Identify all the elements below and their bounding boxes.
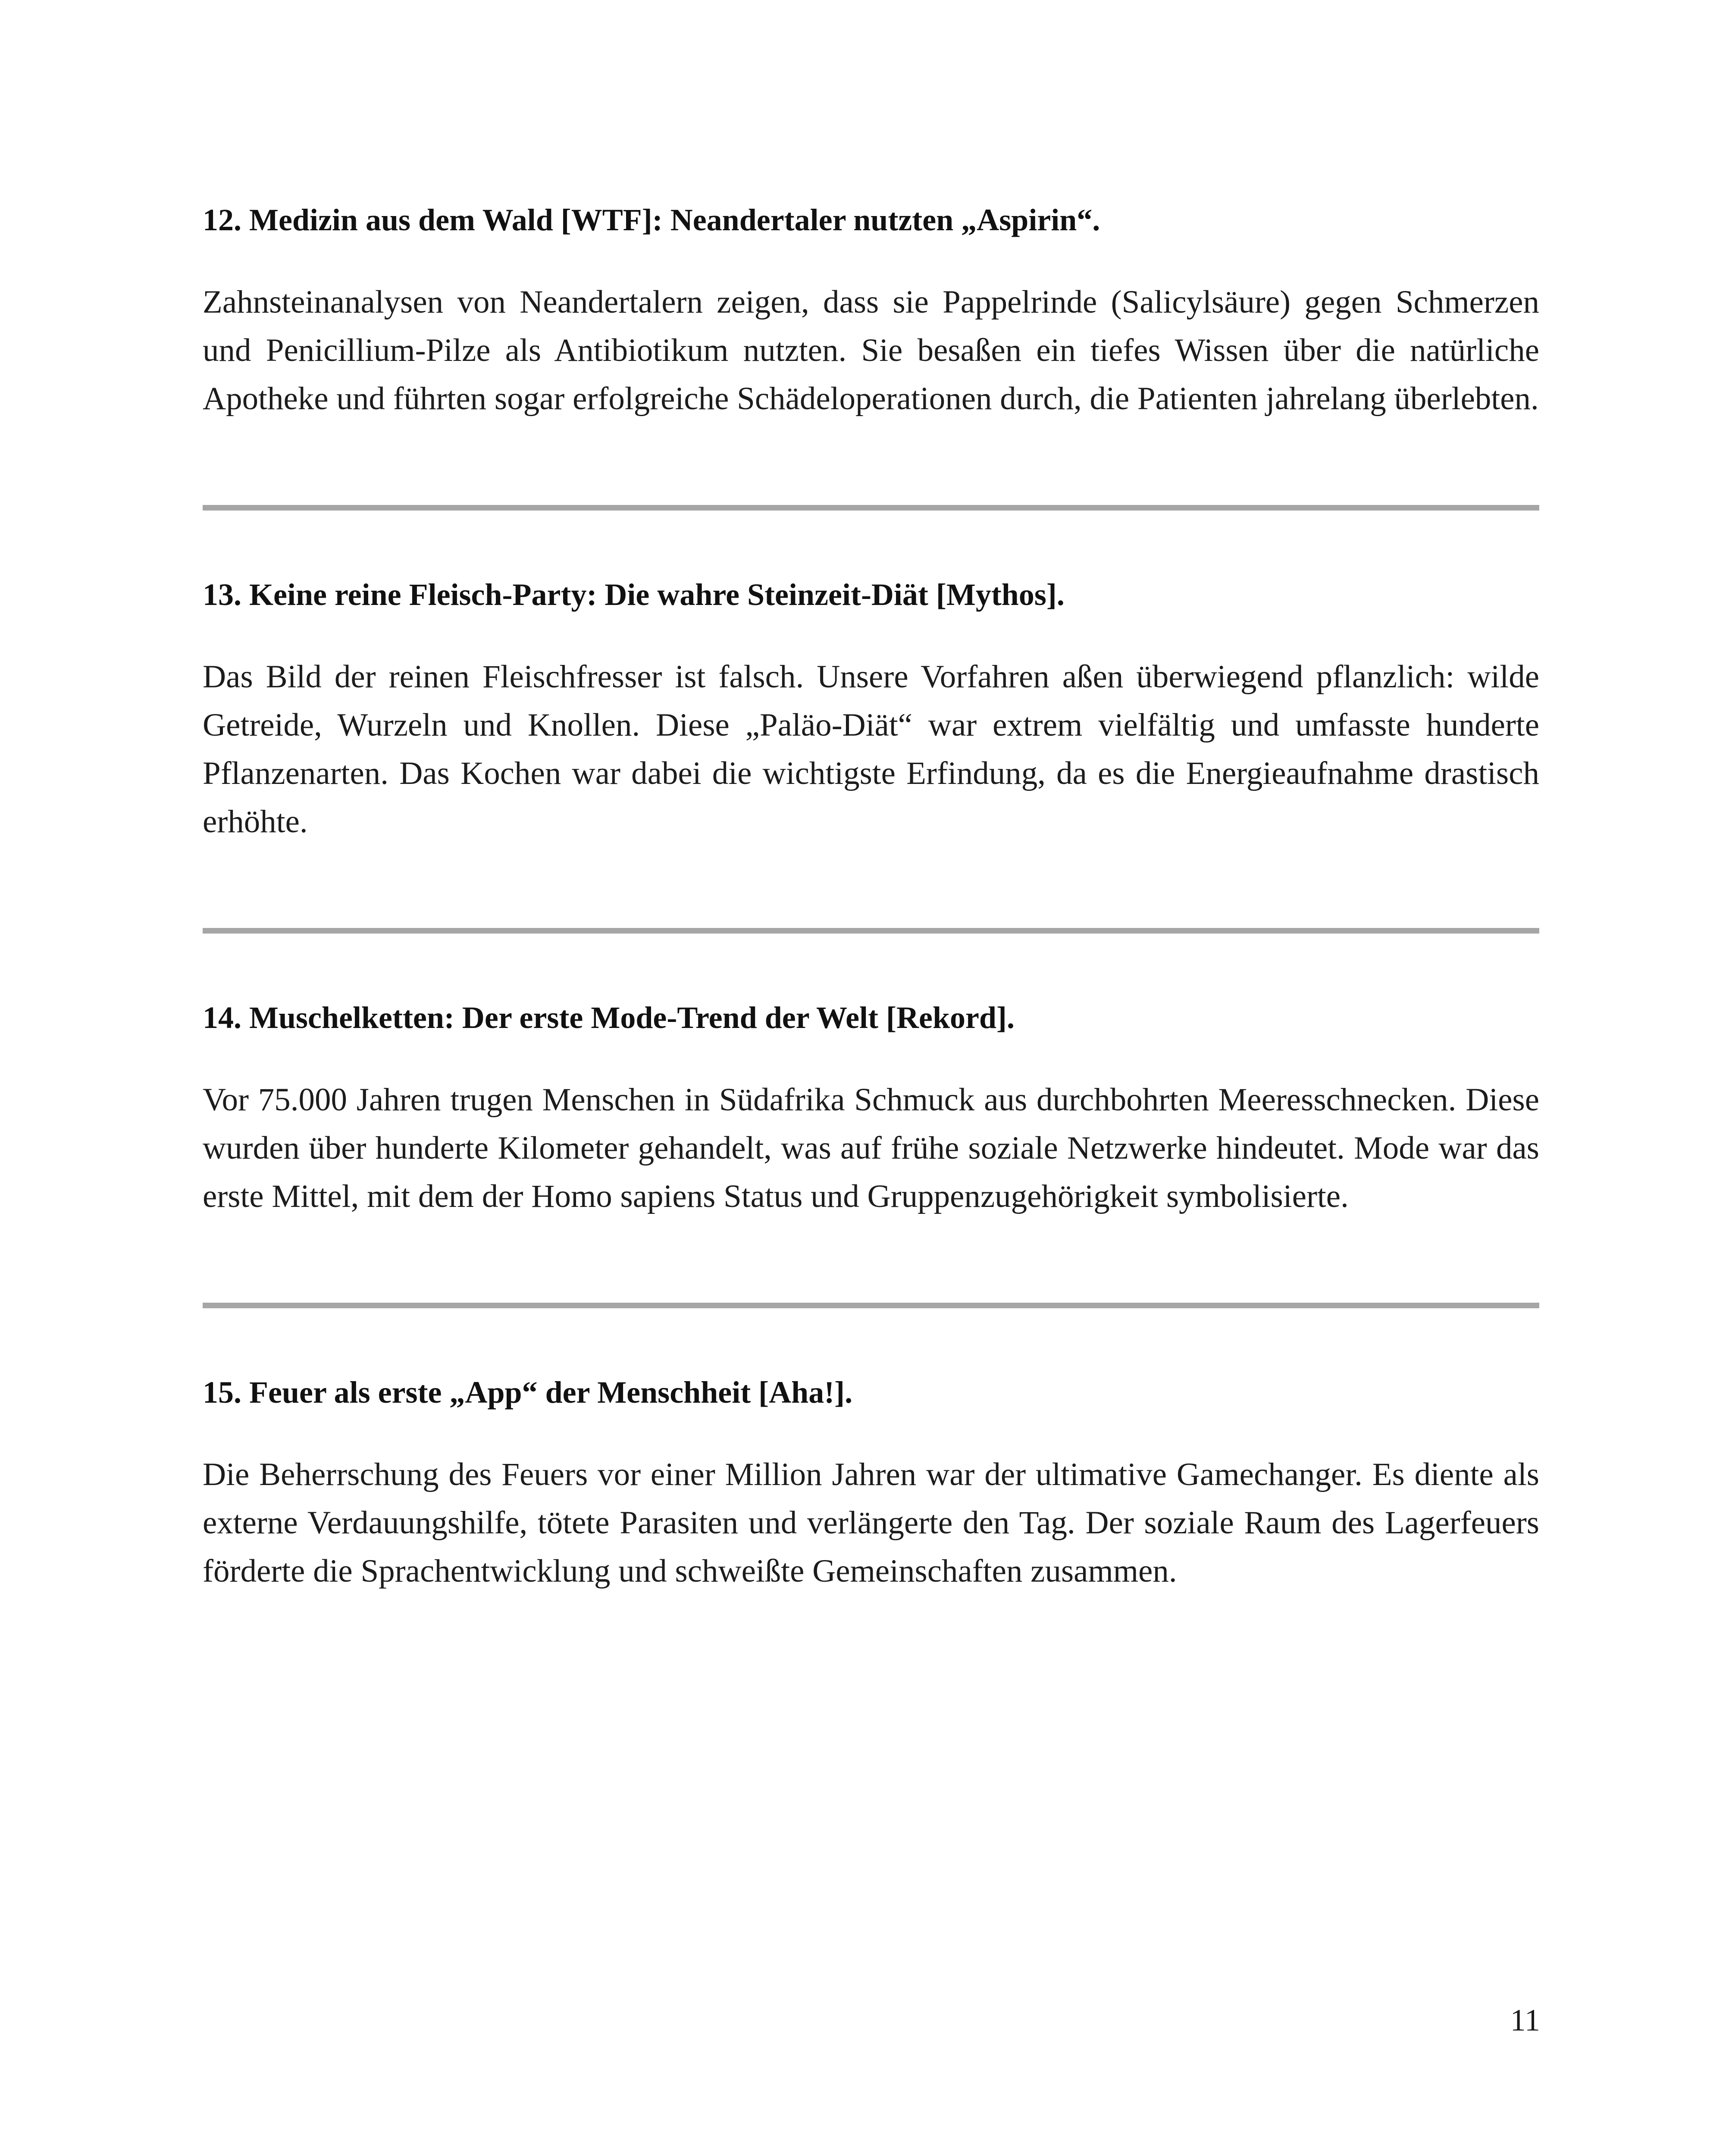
section-title: 13. Keine reine Fleisch-Party: Die wahre Steinzeit-Diät [Mythos]. (203, 577, 1065, 612)
section-body: Vor 75.000 Jahren trugen Menschen in Südafrika Schmuck aus durchbohrten Meeresschnecken. Diese wurden über hunderte Kilometer gehandelt, was auf frühe soziale Netzwerke hindeutet. Mode war das erste Mittel, mit dem der Homo sapiens Status und Gruppenzugehörigkeit symbolisierte. (203, 1082, 1539, 1214)
section-13 (203, 571, 1539, 846)
section-body: Die Beherrschung des Feuers vor einer Million Jahren war der ultimative Gamechanger. Es diente als externe Verdauungshilfe, tötete Parasiten und verlängerte den Tag. Der soziale Raum des Lagerfeuers förderte die Sprachentwicklung und schweißte Gemeinschaften zusammen. (203, 1457, 1539, 1589)
page-content (203, 196, 1539, 1595)
section-12 (203, 196, 1539, 423)
section-divider (203, 928, 1539, 934)
section-14 (203, 994, 1539, 1221)
page-number: 11 (1510, 2003, 1540, 2037)
section-divider (203, 1303, 1539, 1308)
section-title: 12. Medizin aus dem Wald [WTF]: Neandertaler nutzten „Aspirin“. (203, 203, 1100, 237)
section-title: 14. Muschelketten: Der erste Mode-Trend der Welt [Rekord]. (203, 1000, 1015, 1035)
section-title: 15. Feuer als erste „App“ der Menschheit [Aha!]. (203, 1375, 853, 1410)
section-divider (203, 505, 1539, 511)
section-body: Zahnsteinanalysen von Neandertalern zeigen, dass sie Pappelrinde (Salicylsäure) gegen Schmerzen und Penicillium-Pilze als Antibiotikum nutzten. Sie besaßen ein tiefes Wissen über die natürliche Apotheke und führten sogar erfolgreiche Schädeloperationen durch, die Patienten jahrelang überlebten. (203, 284, 1539, 417)
section-15 (203, 1369, 1539, 1595)
section-body: Das Bild der reinen Fleischfresser ist falsch. Unsere Vorfahren aßen überwiegend pflanzlich: wilde Getreide, Wurzeln und Knollen. Diese „Paläo-Diät“ war extrem vielfältig und umfasste hunderte Pflanzenarten. Das Kochen war dabei die wichtigste Erfindung, da es die Energieaufnahme drastisch erhöhte. (203, 659, 1539, 840)
